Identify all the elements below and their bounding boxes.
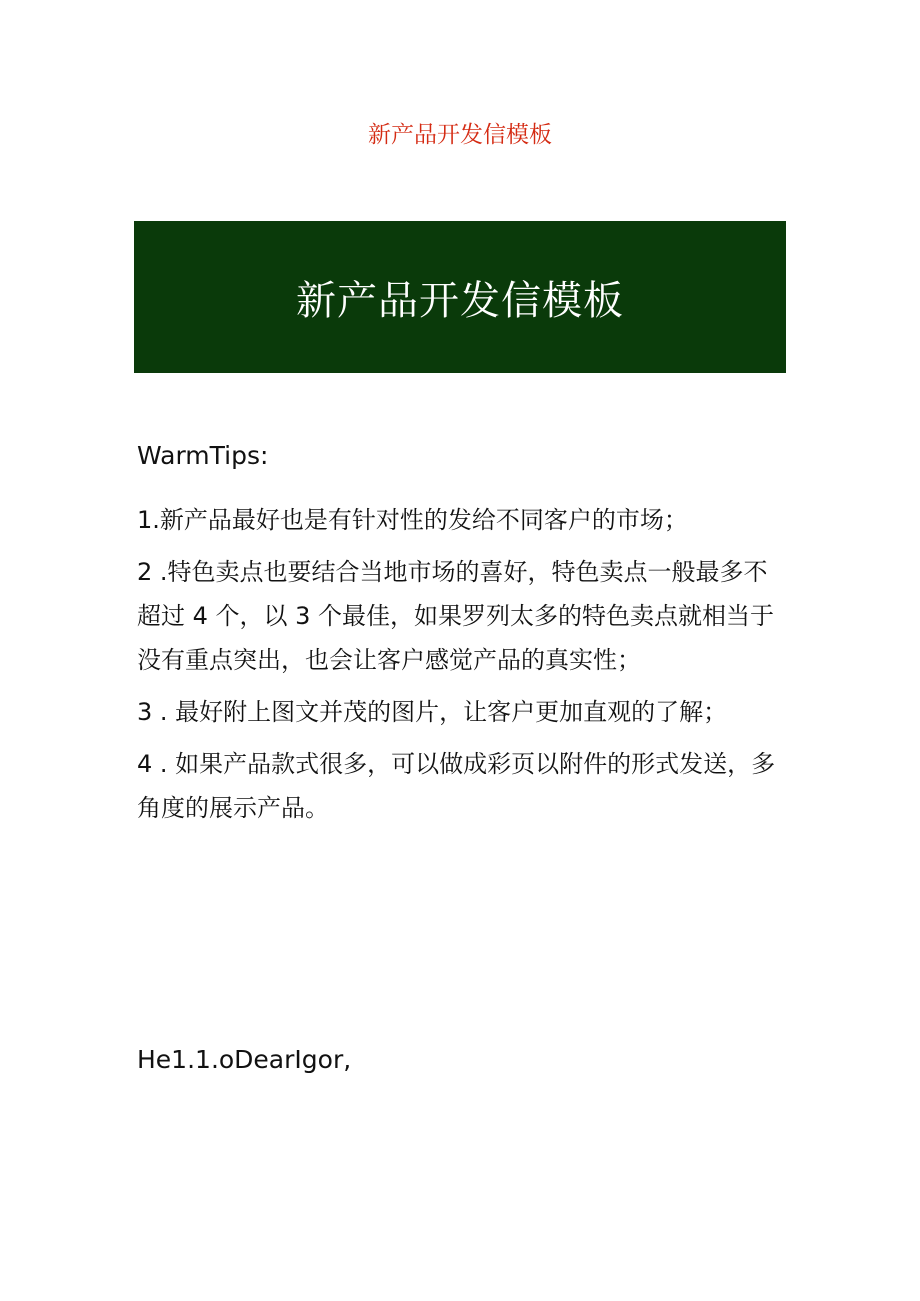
letter-greeting: He1.1.oDearIgor, <box>137 1045 352 1074</box>
tip-item-4: 4 . 如果产品款式很多，可以做成彩页以附件的形式发送，多角度的展示产品。 <box>137 750 776 822</box>
tip-item-2: 2 .特色卖点也要结合当地市场的喜好，特色卖点一般最多不超过 4 个，以 3 个最佳，如果罗列太多的特色卖点就相当于没有重点突出，也会让客户感觉产品的真实性； <box>137 558 775 674</box>
tip-item-3: 3 . 最好附上图文并茂的图片，让客户更加直观的了解； <box>137 698 728 726</box>
tip-item-1: 1.新产品最好也是有针对性的发给不同客户的市场； <box>137 506 688 534</box>
tips-list <box>137 498 787 830</box>
tips-section <box>137 438 787 830</box>
tips-heading: WarmTips: <box>137 441 269 470</box>
title-banner <box>134 221 786 373</box>
banner-title: 新产品开发信模板 <box>296 277 624 324</box>
page-header-title: 新产品开发信模板 <box>368 122 552 148</box>
